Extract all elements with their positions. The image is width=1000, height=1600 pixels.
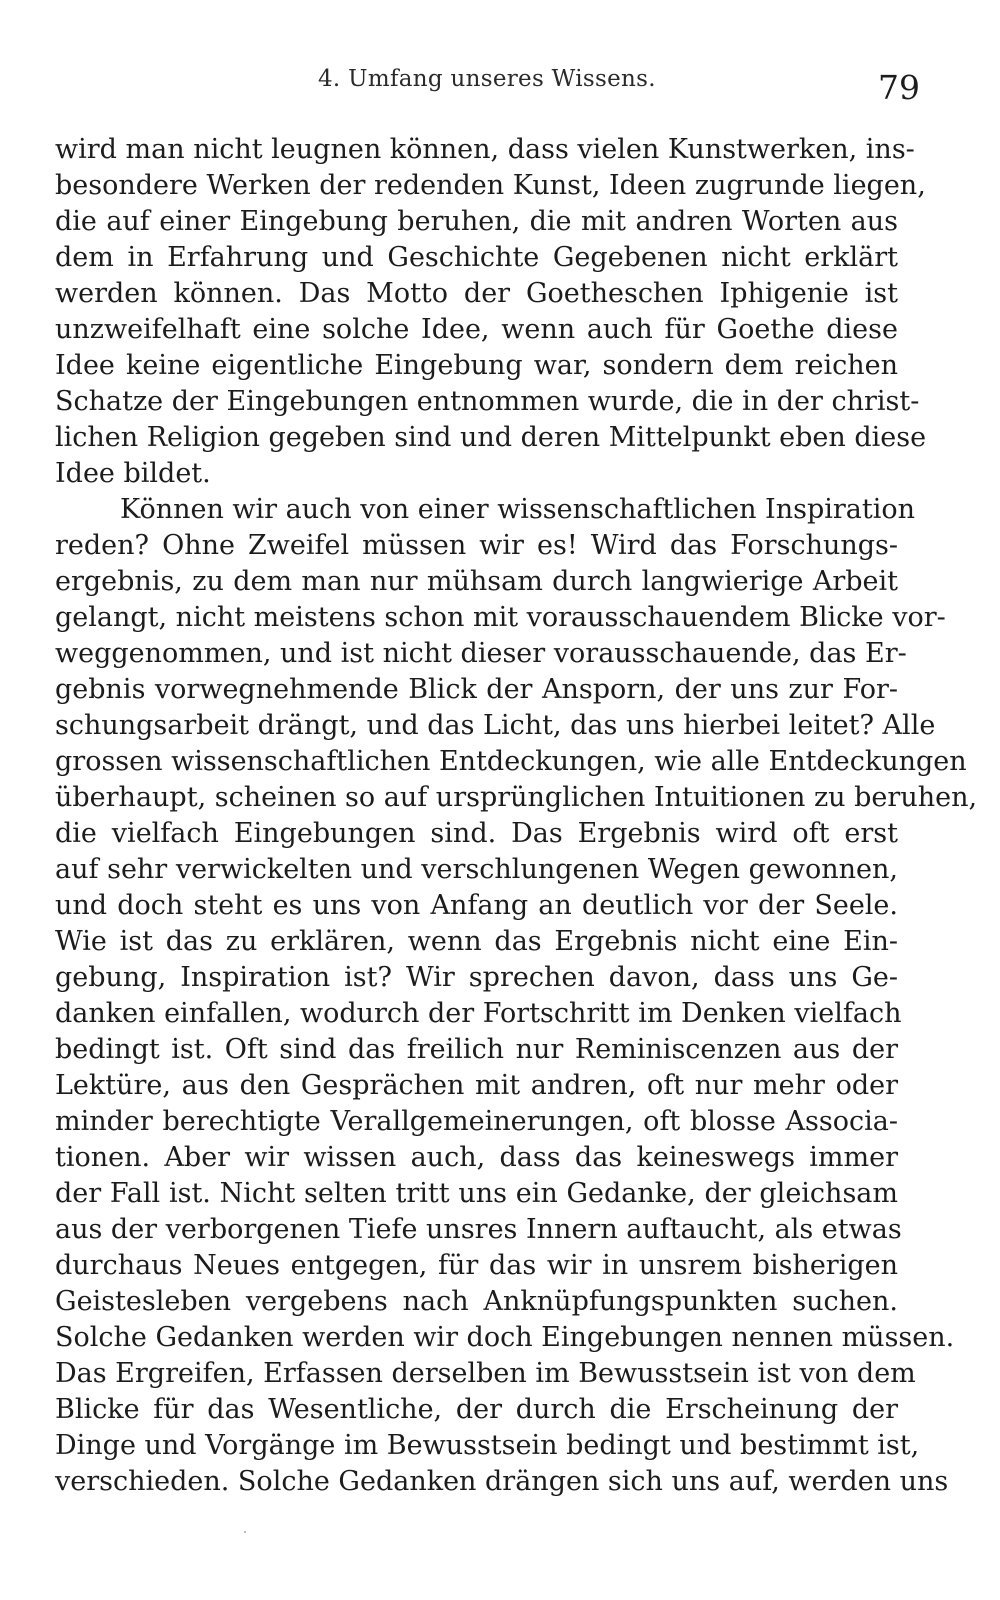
text-line: tionen. Aber wir wissen auch, dass das keineswegs immer xyxy=(55,1142,898,1173)
text-line: minder berechtigte Verallgemeinerungen, oft blosse Associa- xyxy=(55,1106,898,1137)
paragraph xyxy=(55,132,927,492)
text-line: reden? Ohne Zweifel müssen wir es! Wird das Forschungs- xyxy=(55,530,898,561)
text-line: Schatze der Eingebungen entnommen wurde, die in der christ- xyxy=(55,386,920,417)
text-line: die vielfach Eingebungen sind. Das Ergebnis wird oft erst xyxy=(55,818,898,849)
text-line: Das Ergreifen, Erfassen derselben im Bewusstsein ist von dem xyxy=(55,1358,916,1389)
text-line: und doch steht es uns von Anfang an deutlich vor der Seele. xyxy=(55,890,898,921)
text-line: gelangt, nicht meistens schon mit vorausschauendem Blicke vor- xyxy=(55,602,946,633)
text-line: aus der verborgenen Tiefe unsres Innern auftaucht, als etwas xyxy=(55,1214,902,1245)
text-line: Wie ist das zu erklären, wenn das Ergebnis nicht eine Ein- xyxy=(55,926,898,957)
text-line: der Fall ist. Nicht selten tritt uns ein Gedanke, der gleichsam xyxy=(55,1178,898,1209)
text-line: werden können. Das Motto der Goetheschen Iphigenie ist xyxy=(55,278,898,309)
paragraph xyxy=(55,492,978,1500)
text-line: Lektüre, aus den Gesprächen mit andren, oft nur mehr oder xyxy=(55,1070,898,1101)
text-line: verschieden. Solche Gedanken drängen sich uns auf, werden uns xyxy=(55,1466,949,1497)
text-line: danken einfallen, wodurch der Fortschritt im Denken vielfach xyxy=(55,998,902,1029)
text-line: bedingt ist. Oft sind das freilich nur Reminiscenzen aus der xyxy=(55,1034,898,1065)
running-head xyxy=(0,58,1000,107)
text-line: Idee keine eigentliche Eingebung war, sondern dem reichen xyxy=(55,350,898,381)
text-line: Solche Gedanken werden wir doch Eingebungen nennen müssen. xyxy=(55,1322,955,1353)
text-line: Blicke für das Wesentliche, der durch die Erscheinung der xyxy=(55,1394,898,1425)
text-line: Geistesleben vergebens nach Anknüpfungspunkten suchen. xyxy=(55,1286,898,1317)
text-line: auf sehr verwickelten und verschlungenen Wegen gewonnen, xyxy=(55,854,898,885)
text-line: Können wir auch von einer wissenschaftlichen Inspiration xyxy=(120,494,916,525)
text-line: unzweifelhaft eine solche Idee, wenn auch für Goethe diese xyxy=(55,314,898,345)
text-line: gebung, Inspiration ist? Wir sprechen davon, dass uns Ge- xyxy=(55,962,898,993)
page-number: 79 xyxy=(878,68,920,107)
text-line: Idee bildet. xyxy=(55,458,211,489)
text-line: durchaus Neues entgegen, für das wir in unsrem bisherigen xyxy=(55,1250,898,1281)
text-line: grossen wissenschaftlichen Entdeckungen, wie alle Entdeckungen xyxy=(55,746,967,777)
text-line: schungsarbeit drängt, und das Licht, das uns hierbei leitet? Alle xyxy=(55,710,936,741)
text-line: weggenommen, und ist nicht dieser vorausschauende, das Er- xyxy=(55,638,907,669)
text-line: gebnis vorwegnehmende Blick der Ansporn, der uns zur For- xyxy=(55,674,898,705)
text-line: ergebnis, zu dem man nur mühsam durch langwierige Arbeit xyxy=(55,566,898,597)
text-line: dem in Erfahrung und Geschichte Gegebenen nicht erklärt xyxy=(55,242,898,273)
body-text xyxy=(55,132,978,1500)
text-line: besondere Werken der redenden Kunst, Ideen zugrunde liegen, xyxy=(55,170,926,201)
print-speck xyxy=(244,1531,246,1533)
text-line: wird man nicht leugnen können, dass vielen Kunstwerken, ins- xyxy=(55,134,915,165)
text-line: lichen Religion gegeben sind und deren Mittelpunkt eben diese xyxy=(55,422,927,453)
text-line: Dinge und Vorgänge im Bewusstsein bedingt und bestimmt ist, xyxy=(55,1430,920,1461)
chapter-title: 4. Umfang unseres Wissens. xyxy=(318,66,656,92)
text-line: die auf einer Eingebung beruhen, die mit andren Worten aus xyxy=(55,206,898,237)
text-line: überhaupt, scheinen so auf ursprünglichen Intuitionen zu beruhen, xyxy=(55,782,978,813)
